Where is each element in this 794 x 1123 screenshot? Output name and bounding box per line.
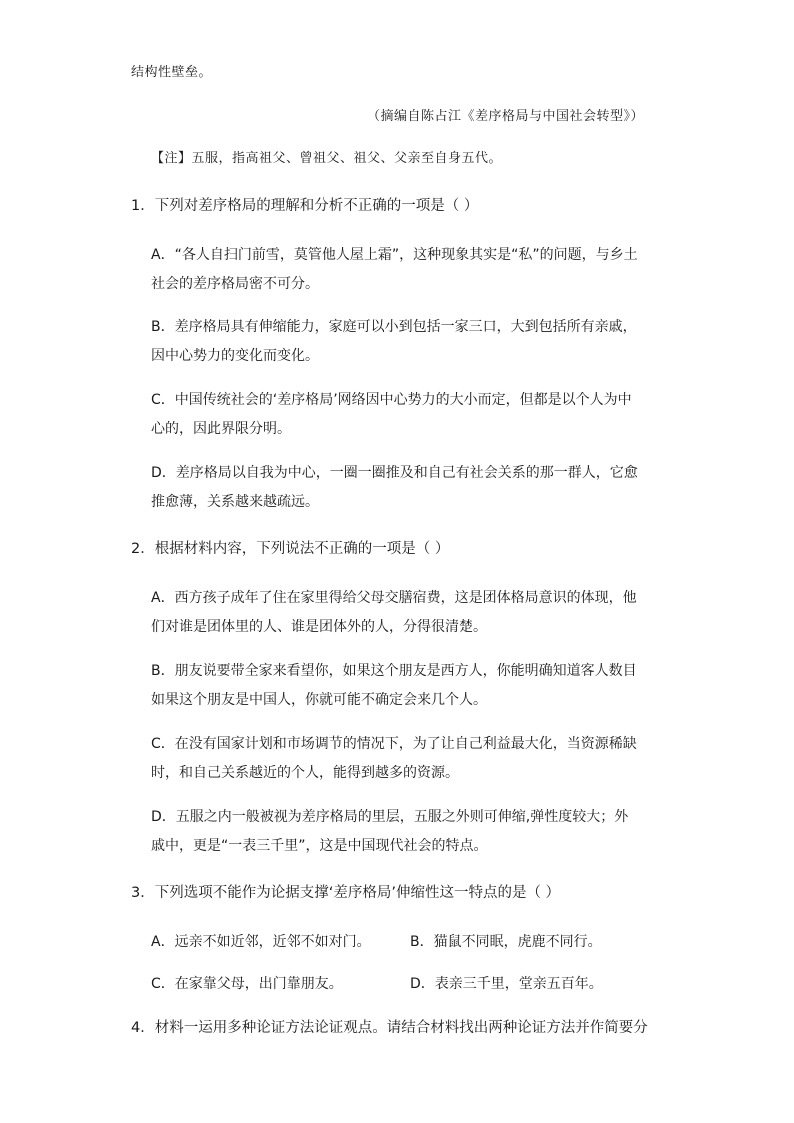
q1-option-d-line1: D．差序格局以自我为中心，一圈一圈推及和自己有社会关系的那一群人，它愈 [151, 465, 638, 481]
q2-option-a-line2: 们对谁是团体里的人、谁是团体外的人，分得很清楚。 [151, 619, 487, 635]
passage-tail: 结构性壁垒。 [131, 65, 213, 80]
q2-option-b-line1: B．朋友说要带全家来看望你，如果这个朋友是西方人，你能明确知道客人数目 [151, 663, 637, 679]
q2-option-a-line1: A．西方孩子成年了住在家里得给父母交膳宿费，这是团体格局意识的体现，他 [151, 590, 637, 606]
q1-option-c-line1: C．中国传统社会的‘差序格局’网络因中心势力的大小而定，但都是以个人为中 [151, 392, 632, 408]
q2-option-b-line2: 如果这个朋友是中国人，你就可能不确定会来几个人。 [151, 692, 487, 708]
q3-option-c: C．在家靠父母，出门靠朋友。 [151, 976, 343, 992]
q1-option-c-line2: 心的，因此界限分明。 [151, 421, 291, 437]
q2-option-d-line1: D．五服之内一般被视为差序格局的里层，五服之外则可伸缩,弹性度较大；外 [151, 809, 629, 825]
q2-option-c-line2: 时，和自己关系越近的个人，能得到越多的资源。 [151, 765, 459, 781]
passage-note: 【注】五服，指高祖父、曾祖父、祖父、父亲至自身五代。 [151, 151, 503, 166]
question-4-stem: 4．材料一运用多种论证方法论证观点。请结合材料找出两种论证方法并作简要分 [131, 1020, 648, 1036]
q1-option-a-line2: 社会的差序格局密不可分。 [151, 276, 319, 292]
question-1-stem: 1．下列对差序格局的理解和分析不正确的一项是（ ） [131, 198, 479, 214]
question-3-stem: 3．下列选项不能作为论据支撑‘差序格局’伸缩性这一特点的是（ ） [131, 885, 561, 901]
question-2-stem: 2．根据材料内容，下列说法不正确的一项是（ ） [131, 541, 450, 557]
q2-option-c-line1: C．在没有国家计划和市场调节的情况下，为了让自己利益最大化，当资源稀缺 [151, 736, 637, 752]
q2-option-d-line2: 戚中，更是“一表三千里”，这是中国现代社会的特点。 [151, 838, 488, 854]
q3-option-b: B．猫鼠不同眠，虎鹿不同行。 [410, 934, 602, 950]
q1-option-b-line2: 因中心势力的变化而变化。 [151, 348, 319, 364]
q1-option-a-line1: A．“各人自扫门前雪，莫管他人屋上霜”，这种现象其实是“私”的问题，与乡土 [151, 247, 638, 263]
q1-option-b-line1: B．差序格局具有伸缩能力，家庭可以小到包括一家三口，大到包括所有亲戚， [151, 319, 637, 335]
q1-option-d-line2: 推愈薄，关系越来越疏远。 [151, 494, 319, 510]
q3-option-a: A．远亲不如近邻，近邻不如对门。 [151, 934, 371, 950]
q3-option-d: D．表亲三千里，堂亲五百年。 [410, 976, 603, 992]
passage-source: （摘编自陈占江《差序格局与中国社会转型》） [367, 109, 645, 124]
